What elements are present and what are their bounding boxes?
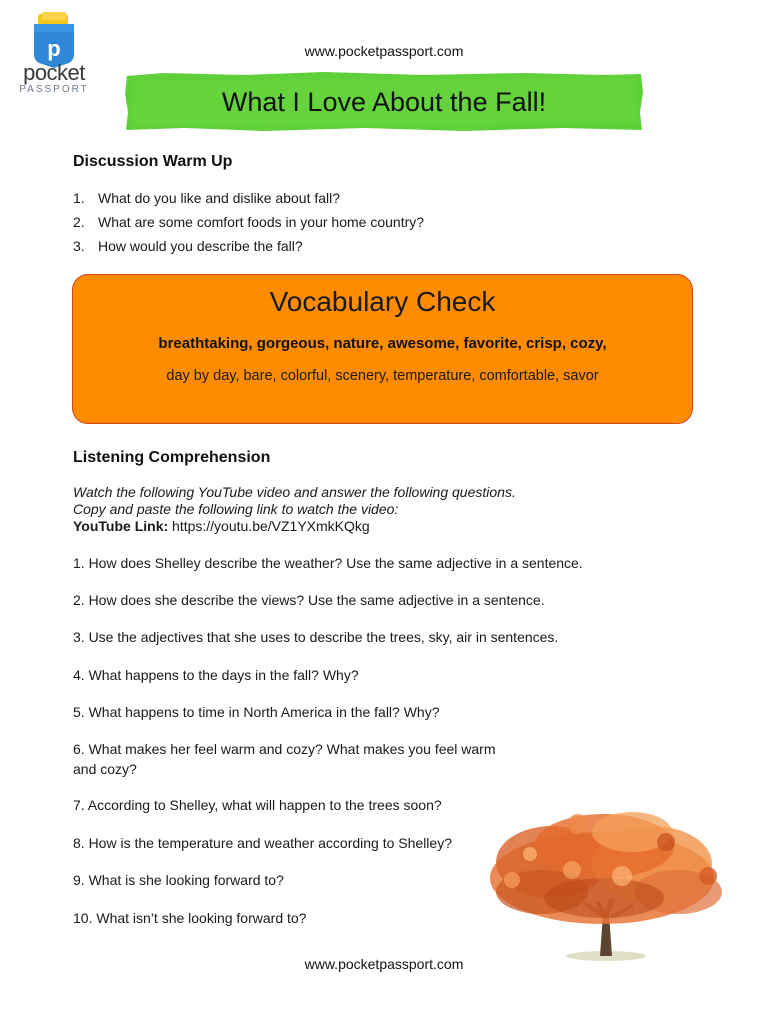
question-2: 2. How does she describe the views? Use the same adjective in a sentence. (73, 592, 545, 608)
list-item: 3. How would you describe the fall? (73, 238, 303, 254)
question-6 (73, 739, 653, 779)
website-url-top[interactable]: www.pocketpassport.com (304, 43, 464, 59)
svg-text:p: p (47, 36, 61, 61)
youtube-link-label: YouTube Link: (73, 518, 169, 534)
question-9: 9. What is she looking forward to? (73, 872, 284, 888)
question-7: 7. According to Shelley, what will happen to the trees soon? (73, 797, 442, 813)
question-1: 1. How does Shelley describe the weather? Use the same adjective in a sentence. (73, 555, 583, 571)
vocabulary-regular-words: day by day, bare, colorful, scenery, temperature, comfortable, savor (166, 368, 599, 384)
question-5: 5. What happens to time in North America in the fall? Why? (73, 704, 440, 720)
list-item: 2. What are some comfort foods in your home country? (73, 214, 425, 230)
listening-heading: Listening Comprehension (73, 449, 271, 466)
vocabulary-title: Vocabulary Check (269, 286, 496, 317)
page-title: What I Love About the Fall! (221, 87, 547, 117)
instruction-line-2: Copy and paste the following link to watch the video: (73, 501, 399, 517)
question-8: 8. How is the temperature and weather according to Shelley? (73, 835, 452, 851)
listening-instructions (73, 484, 516, 535)
instruction-line-1: Watch the following YouTube video and answer the following questions. (73, 484, 516, 500)
warm-up-heading: Discussion Warm Up (73, 153, 233, 170)
question-10: 10. What isn’t she looking forward to? (73, 910, 307, 926)
logo-subtitle: PASSPORT (19, 84, 89, 95)
list-item: 1. What do you like and dislike about fall? (73, 190, 341, 206)
question-4: 4. What happens to the days in the fall? Why? (73, 667, 359, 683)
autumn-tree-illustration (482, 806, 730, 966)
logo-wordmark: pocket (23, 60, 85, 85)
warm-up-list (73, 188, 424, 260)
question-6-line-1: 6. What makes her feel warm and cozy? What makes you feel warm (73, 741, 496, 757)
vocabulary-bold-words: breathtaking, gorgeous, nature, awesome, favorite, crisp, cozy, (158, 335, 607, 352)
question-6-line-2: and cozy? (73, 761, 137, 777)
youtube-link[interactable]: https://youtu.be/VZ1YXmkKQkg (172, 518, 370, 534)
website-url-bottom[interactable]: www.pocketpassport.com (304, 956, 464, 972)
question-3: 3. Use the adjectives that she uses to describe the trees, sky, air in sentences. (73, 629, 559, 645)
